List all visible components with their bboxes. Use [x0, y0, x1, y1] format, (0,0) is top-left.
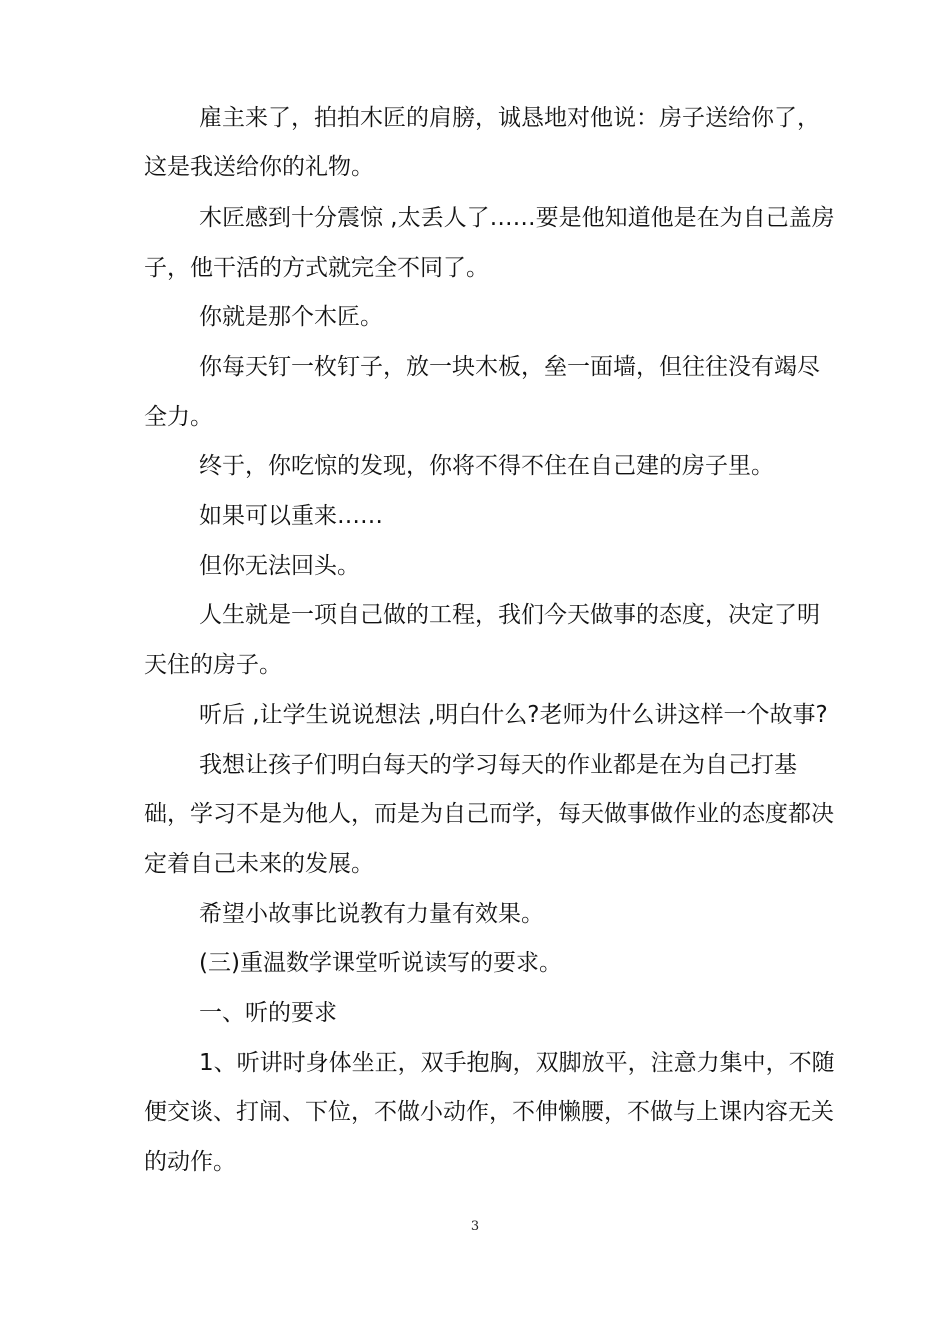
paragraph-line: 雇主来了，拍拍木匠的肩膀，诚恳地对他说：房子送给你了， — [199, 105, 820, 131]
paragraph-line: 但你无法回头。 — [199, 553, 360, 579]
paragraph-line: 这是我送给你的礼物。 — [144, 154, 374, 180]
paragraph-line: 听后 ,让学生说说想法 ,明白什么?老师为什么讲这样一个故事? — [199, 702, 828, 728]
paragraph-line: 木匠感到十分震惊 ,太丢人了……要是他知道他是在为自己盖房 — [199, 205, 835, 231]
paragraph-line: 如果可以重来…… — [199, 503, 383, 529]
paragraph-line: 人生就是一项自己做的工程，我们今天做事的态度，决定了明 — [199, 602, 820, 628]
paragraph-line: 希望小故事比说教有力量有效果。 — [199, 901, 544, 927]
paragraph-line: 定着自己未来的发展。 — [144, 851, 374, 877]
page-number: 3 — [470, 1219, 480, 1234]
section-heading: (三)重温数学课堂听说读写的要求。 — [199, 950, 562, 976]
paragraph-line: 子，他干活的方式就完全不同了。 — [144, 255, 489, 281]
paragraph-line: 础，学习不是为他人，而是为自己而学，每天做事做作业的态度都决 — [144, 801, 834, 827]
paragraph-line: 全力。 — [144, 404, 213, 430]
paragraph-line: 我想让孩子们明白每天的学习每天的作业都是在为自己打基 — [199, 752, 797, 778]
paragraph-line: 你每天钉一枚钉子，放一块木板，垒一面墙，但往往没有竭尽 — [199, 354, 820, 380]
paragraph-line: 便交谈、打闹、下位，不做小动作，不伸懒腰，不做与上课内容无关 — [144, 1099, 834, 1125]
section-heading: 一、听的要求 — [199, 1000, 337, 1026]
paragraph-line: 天住的房子。 — [144, 652, 282, 678]
paragraph-line: 你就是那个木匠。 — [199, 304, 383, 330]
paragraph-line: 的动作。 — [144, 1149, 236, 1175]
paragraph-line: 1、听讲时身体坐正，双手抱胸，双脚放平，注意力集中，不随 — [199, 1050, 835, 1076]
paragraph-line: 终于，你吃惊的发现，你将不得不住在自己建的房子里。 — [199, 453, 774, 479]
